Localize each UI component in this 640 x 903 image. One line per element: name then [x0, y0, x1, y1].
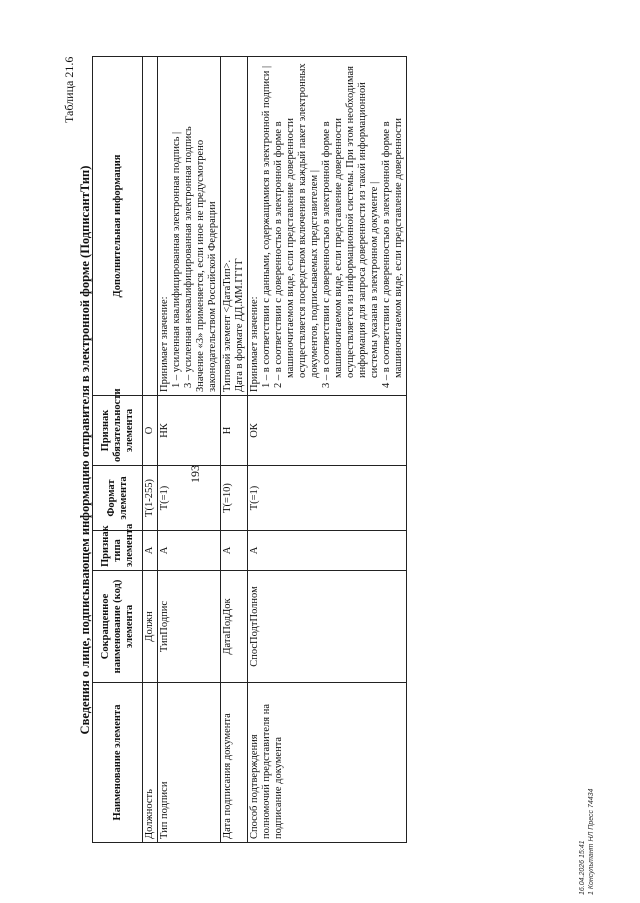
cell-format: T(=1)	[248, 466, 407, 531]
cell-type: А	[158, 531, 221, 571]
cell-short: ТипПодпис	[158, 571, 221, 683]
table-row	[143, 57, 158, 843]
cell-info	[143, 57, 158, 396]
info-line: Значение «3» применяется, если иное не предусмотрено законодательством Российской Федерации	[195, 139, 218, 392]
cell-type: А	[221, 531, 248, 571]
elements-table	[92, 56, 407, 843]
cell-info	[158, 57, 221, 396]
header-row	[93, 57, 143, 843]
header-required: Признак обязательности элемента	[93, 396, 143, 466]
page-number: 193	[188, 465, 202, 483]
info-line: Типовой элемент <ДатаТип>.	[222, 259, 233, 392]
info-line: 3 – в соответствии с доверенностью в электронной форме в машиночитаемом виде, если представление доверенности осуществляется из информационной системы. При этом необходимая информация для запроса доверенности из такой информационной системы указана в электронном документе |	[321, 66, 380, 388]
table-row	[221, 57, 248, 843]
info-line: Принимает значение:	[249, 296, 260, 392]
cell-required: О	[143, 396, 158, 466]
cell-format: T(=10)	[221, 466, 248, 531]
cell-info	[248, 57, 407, 396]
table-caption: Сведения о лице, подписывающем информацию отправителя в электронной форме (ПодписантТип)	[78, 165, 92, 735]
info-line: 4 – в соответствии с доверенностью в электронной форме в машиночитаемом виде, если представление доверенности	[381, 117, 404, 388]
cell-name: Должность	[143, 683, 158, 843]
footer-source: 1 Консультант НЛ Пресс 74434	[588, 788, 595, 895]
info-line: Принимает значение:	[159, 296, 170, 392]
table-row	[248, 57, 407, 843]
cell-short: Должн	[143, 571, 158, 683]
cell-short: СпосПодтПолном	[248, 571, 407, 683]
cell-required: НК	[158, 396, 221, 466]
table-row	[158, 57, 221, 843]
info-line: 3 – усиленная неквалифицированная электронная подпись	[183, 126, 194, 388]
info-line: 1 – усиленная квалифицированная электронная подпись |	[171, 131, 182, 388]
header-type: Признак типа элемента	[93, 531, 143, 571]
cell-required: Н	[221, 396, 248, 466]
print-footer	[578, 789, 596, 895]
cell-short: ДатаПодДок	[221, 571, 248, 683]
cell-name: Способ подтверждения полномочий представителя на подписание документа	[248, 683, 407, 843]
cell-name: Тип подписи	[158, 683, 221, 843]
header-format: Формат элемента	[93, 466, 143, 531]
cell-info	[221, 57, 248, 396]
cell-type: А	[248, 531, 407, 571]
info-line: 1 – в соответствии с данными, содержащимися в электронной подписи |	[261, 65, 272, 388]
header-short: Сокращенное наименование (код) элемента	[93, 571, 143, 683]
info-line: 2 – в соответствии с доверенностью в электронной форме в машиночитаемом виде, если представление доверенности осуществляется посредством включения в каждый пакет электронных документов, подписываемых представителем |	[273, 63, 320, 388]
header-name: Наименование элемента	[93, 683, 143, 843]
cell-format: T(1-255)	[143, 466, 158, 531]
cell-name: Дата подписания документа	[221, 683, 248, 843]
footer-date: 16.04.2026 15:41	[579, 840, 586, 895]
info-line: Дата в формате ДД.ММ.ГГГГ	[234, 258, 245, 392]
cell-type: А	[143, 531, 158, 571]
header-info: Дополнительная информация	[93, 57, 143, 396]
table-number: Таблица 21.6	[62, 56, 76, 123]
cell-format: T(=1)	[158, 466, 221, 531]
cell-required: ОК	[248, 396, 407, 466]
